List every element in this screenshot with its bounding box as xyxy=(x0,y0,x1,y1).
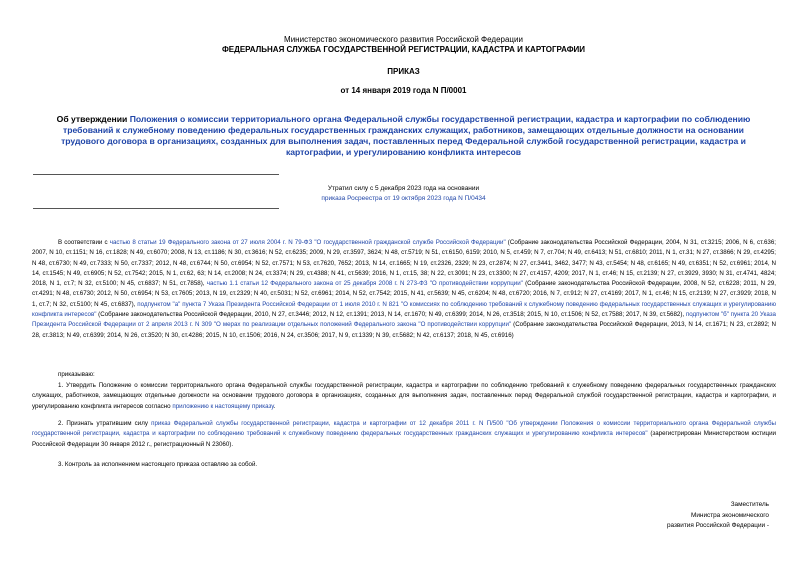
order-item-2 xyxy=(32,419,776,450)
item-1-text: 1. Утвердить Положение о комиссии территориального органа Федеральной службы государственной регистрации, кадастра и картографии по соблюдению требований к служебному поведению федеральных государственных гражданских служащих, работников, замещающих отдельные должности на основании трудового договора в организациях, созданных для выполнения задач, поставленных перед Федеральной службой государственной регистрации, кадастра и картографии, и урегулированию конфликта интересов согласно xyxy=(32,382,776,410)
separator-line xyxy=(33,208,279,209)
item-1-end: . xyxy=(273,402,276,410)
appendix-link[interactable]: приложению к настоящему приказу xyxy=(172,402,274,410)
law-273fz-link[interactable]: частью 1.1 статьи 12 Федерального закона от 25 декабря 2008 г. N 273-ФЗ "О противодействии коррупции" xyxy=(206,280,523,288)
signature-line: Заместитель xyxy=(730,501,769,508)
service-name: ФЕДЕРАЛЬНАЯ СЛУЖБА ГОСУДАРСТВЕННОЙ РЕГИСТРАЦИИ, КАДАСТРА И КАРТОГРАФИИ xyxy=(221,45,586,54)
signature-line: развития Российской Федерации - xyxy=(666,522,769,529)
abrogation-order-link-line xyxy=(0,194,807,204)
order-word: приказываю: xyxy=(58,371,95,378)
preamble-text: (Собрание законодательства Российской Федерации, 2008, N 52, ст.6228; 2011, N 29, ст.4291; N 48, ст.6730; 2012, N 50, ст.6954; N 53, ст.7605; 2013, N 19, ст.2329; N 40, ст.5031; N 52, ст.6961; 2014, N 52, ст.7542; 2015, N 41, ст.5639; N 45, ст.6204; N 48, ст.6720; 2016, N 7, ст.912; N 27, ст.4169; 2017, N 1, ст.46; N 15, ст.2139; N 27, ст.3929; 2018, N 1, ст.7; N 32, ст.5100; N 45, ст.6837), xyxy=(32,280,776,308)
item-2-text: 2. Признать утратившим силу xyxy=(58,420,152,427)
signature-line: Министра экономического xyxy=(691,511,769,519)
decree-821-link[interactable]: подпунктом "а" пункта 7 Указа Президента Российской Федерации от 1 июля 2010 г. N 821 "О комиссиях по соблюдению требований к служебному поведению федеральных государственных служащих и урегулированию конфликта интересов" xyxy=(32,300,776,319)
order-p500-link[interactable]: приказ Федеральной службы государственной регистрации, кадастра и картографии от 12 декабря 2011 г. N П/500 "Об утверждении Положения о комиссии территориального органа Федеральной службы государственной регистрации, кадастра и картографии по соблюдению требований к служебному поведению федеральных государственных гражданских служащих и урегулированию конфликта интересов" xyxy=(32,420,776,438)
document-type: ПРИКАЗ xyxy=(387,67,420,76)
ministry-name: Министерство экономического развития Российской Федерации xyxy=(284,35,523,44)
law-79fz-link[interactable]: частью 8 статьи 19 Федерального закона от 27 июля 2004 г. N 79-ФЗ "О государственной гражданской службе Российской Федерации" xyxy=(109,239,506,246)
decree-309-link[interactable]: подпунктом "б" пункта 20 Указа Президента Российской Федерации от 2 апреля 2013 г. N 309 "О мерах по реализации отдельных положений Федерального закона "О противодействии коррупции" xyxy=(32,311,776,329)
preamble-text: (Собрание законодательства Российской Федерации, 2010, N 27, ст.3446; 2012, N 12, ст.1391; 2013, N 14, ст.1670; N 49, ст.6399; 2014, N 26, ст.3518; 2015, N 10, ст.1506; N 52, ст.7588; 2017, N 39, ст.5682), xyxy=(96,311,686,319)
order-item-3: 3. Контроль за исполнением настоящего приказа оставляю за собой. xyxy=(58,461,258,468)
order-item-1 xyxy=(32,381,776,412)
document-title xyxy=(40,114,767,158)
item-2-end: (зарегистрирован Министерством юстиции Российской Федерации 30 января 2012 г., регистрационный N 23060). xyxy=(32,430,777,448)
signature-block xyxy=(609,500,769,532)
abrogation-note: Утратил силу с 5 декабря 2023 года на основании xyxy=(327,185,480,192)
title-prefix: Об утверждении xyxy=(56,114,130,124)
preamble-text: В соответствии с xyxy=(58,239,110,246)
preamble-text: (Собрание законодательства Российской Федерации, 2004, N 31, ст.3215; 2006, N 6, ст.636; 2007, N 10, ст.1151; N 16, ст.1828; N 49, ст.6070; 2008, N 13, ст.1186; N 30, ст.3616; N 52, ст.6235; 2009, N 29, ст.3597, 3624; N 48, ст.5719; N 51, ст.6150, 6159; 2010, N 5, ст.459; N 7, ст.704; N 49, ст.6413; N 51, ст.6810; 2011, N 1, ст.31; N 27, ст.3866; N 29, ст.4295; N 48, ст.6730; N 49, ст.7333; N 50, ст.7337; 2012, N 48, ст.6744; N 50, ст.6954; N 52, ст.7571; N 53, ст.7620, 7652; 2013, N 14, ст.1665; N 19, ст.2326, 2329; N 23, ст.2874; N 27, ст.3441, 3462, 3477; N 43, ст.5454; N 48, ст.6165; N 49, ст.6351; N 52, ст.6961; 2014, N 14, ст.1545; N 49, ст.6905; N 52, ст.7542; 2015, N 1, ст.62, 63; N 14, ст.2008; N 24, ст.3374; N 29, ст.4388; N 41, ст.5639; 2016, N 1, ст.15, 38; N 22, ст.3091; N 23, ст.3300; N 27, ст.4157, 4209; 2017, N 1, ст.46; N 15, ст.2139; N 27, ст.3929, 3930; N 31, ст.4741, 4824; 2018, N 1, ст.7; N 32, ст.5100; N 45, ст.6837; N 51, ст.7858), xyxy=(32,239,776,288)
abrogation-order-link[interactable]: приказа Росреестра от 19 октября 2023 года N П/0434 xyxy=(321,195,486,202)
preamble-paragraph xyxy=(32,238,776,341)
title-regulation-link[interactable]: Положения о комиссии территориального органа Федеральной службы государственной регистрации, кадастра и картографии по соблюдению требований к служебному поведению федеральных государственных гражданских служащих, работников, замещающих отдельные должности на основании трудового договора в организациях, созданных для выполнения задач, поставленных перед Федеральной службой государственной регистрации, кадастра и картографии, и урегулированию конфликта интересов xyxy=(61,114,751,157)
separator-line xyxy=(33,174,279,175)
document-date-number: от 14 января 2019 года N П/0001 xyxy=(340,86,467,95)
preamble-text: (Собрание законодательства Российской Федерации, 2013, N 14, ст.1671; N 23, ст.2892; N 28, ст.3813; N 49, ст.6399; 2014, N 26, ст.3520; N 30, ст.4286; 2015, N 10, ст.1506; 2016, N 24, ст.3506; 2017, N 9, ст.1339; N 39, ст.5682; N 42, ст.6137; 2018, N 45, ст.6916) xyxy=(32,321,777,339)
